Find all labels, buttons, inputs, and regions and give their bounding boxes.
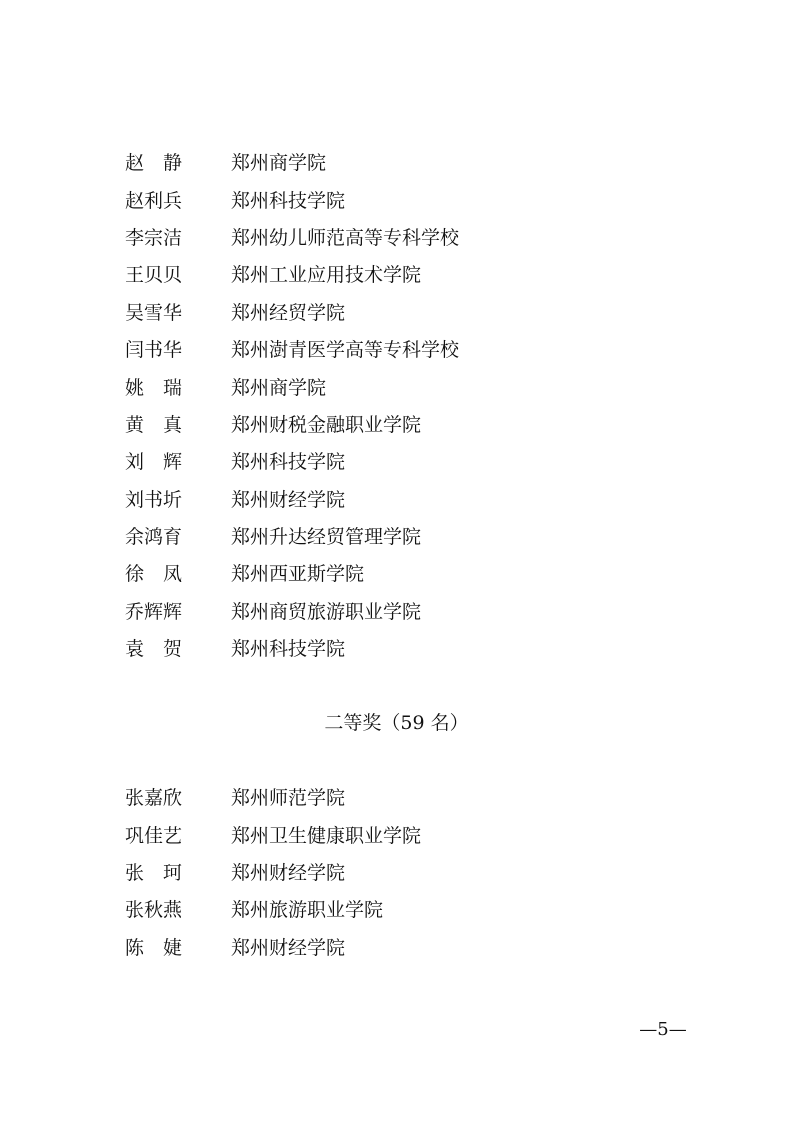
award-list-first bbox=[125, 145, 685, 668]
list-item bbox=[125, 556, 685, 593]
list-item bbox=[125, 182, 685, 219]
list-item bbox=[125, 295, 685, 332]
winner-name: 乔辉辉 bbox=[125, 600, 183, 623]
list-item bbox=[125, 594, 685, 631]
winner-school: 郑州财经学院 bbox=[231, 861, 346, 884]
winner-name: 张嘉欣 bbox=[125, 787, 183, 810]
list-item bbox=[125, 444, 685, 481]
winner-name: 刘 辉 bbox=[125, 451, 183, 474]
winner-name: 姚 瑞 bbox=[125, 376, 183, 399]
list-item bbox=[125, 407, 685, 444]
second-prize-heading: 二等奖（59 名） bbox=[324, 712, 469, 734]
list-item bbox=[125, 855, 685, 892]
winner-school: 郑州科技学院 bbox=[231, 451, 346, 474]
winner-school: 郑州经贸学院 bbox=[231, 301, 346, 324]
winner-school: 郑州科技学院 bbox=[231, 638, 346, 661]
winner-name: 李宗洁 bbox=[125, 226, 183, 249]
list-item bbox=[125, 332, 685, 369]
list-item bbox=[125, 817, 685, 854]
winner-name: 余鸿育 bbox=[125, 526, 183, 549]
winner-name: 吴雪华 bbox=[125, 301, 183, 324]
winner-school: 郑州财税金融职业学院 bbox=[231, 413, 422, 436]
winner-school: 郑州升达经贸管理学院 bbox=[231, 526, 422, 549]
winner-school: 郑州澍青医学高等专科学校 bbox=[231, 339, 460, 362]
winner-name: 赵 静 bbox=[125, 152, 183, 175]
winner-school: 郑州财经学院 bbox=[231, 936, 346, 959]
winner-school: 郑州旅游职业学院 bbox=[231, 899, 384, 922]
list-item bbox=[125, 145, 685, 182]
list-item bbox=[125, 220, 685, 257]
list-item bbox=[125, 519, 685, 556]
winner-name: 闫书华 bbox=[125, 339, 183, 362]
list-item bbox=[125, 892, 685, 929]
winner-school: 郑州商学院 bbox=[231, 376, 327, 399]
winner-school: 郑州财经学院 bbox=[231, 488, 346, 511]
list-item bbox=[125, 631, 685, 668]
winner-name: 张秋燕 bbox=[125, 899, 183, 922]
page-number: —5— bbox=[639, 1019, 687, 1040]
winner-name: 张 珂 bbox=[125, 861, 183, 884]
winner-name: 袁 贺 bbox=[125, 638, 183, 661]
winner-name: 刘书圻 bbox=[125, 488, 183, 511]
list-item bbox=[125, 930, 685, 967]
winner-name: 黄 真 bbox=[125, 413, 183, 436]
winner-school: 郑州卫生健康职业学院 bbox=[231, 824, 422, 847]
winner-name: 赵利兵 bbox=[125, 189, 183, 212]
list-item bbox=[125, 369, 685, 406]
award-list-second-prize bbox=[125, 780, 685, 967]
winner-school: 郑州西亚斯学院 bbox=[231, 563, 365, 586]
winner-school: 郑州科技学院 bbox=[231, 189, 346, 212]
winner-name: 巩佳艺 bbox=[125, 824, 183, 847]
winner-school: 郑州幼儿师范高等专科学校 bbox=[231, 226, 460, 249]
list-item bbox=[125, 482, 685, 519]
winner-school: 郑州商学院 bbox=[231, 152, 327, 175]
winner-school: 郑州商贸旅游职业学院 bbox=[231, 600, 422, 623]
list-item bbox=[125, 780, 685, 817]
winner-name: 陈 婕 bbox=[125, 936, 183, 959]
list-item bbox=[125, 257, 685, 294]
winner-school: 郑州工业应用技术学院 bbox=[231, 264, 422, 287]
winner-name: 王贝贝 bbox=[125, 264, 183, 287]
winner-name: 徐 凤 bbox=[125, 563, 183, 586]
winner-school: 郑州师范学院 bbox=[231, 787, 346, 810]
